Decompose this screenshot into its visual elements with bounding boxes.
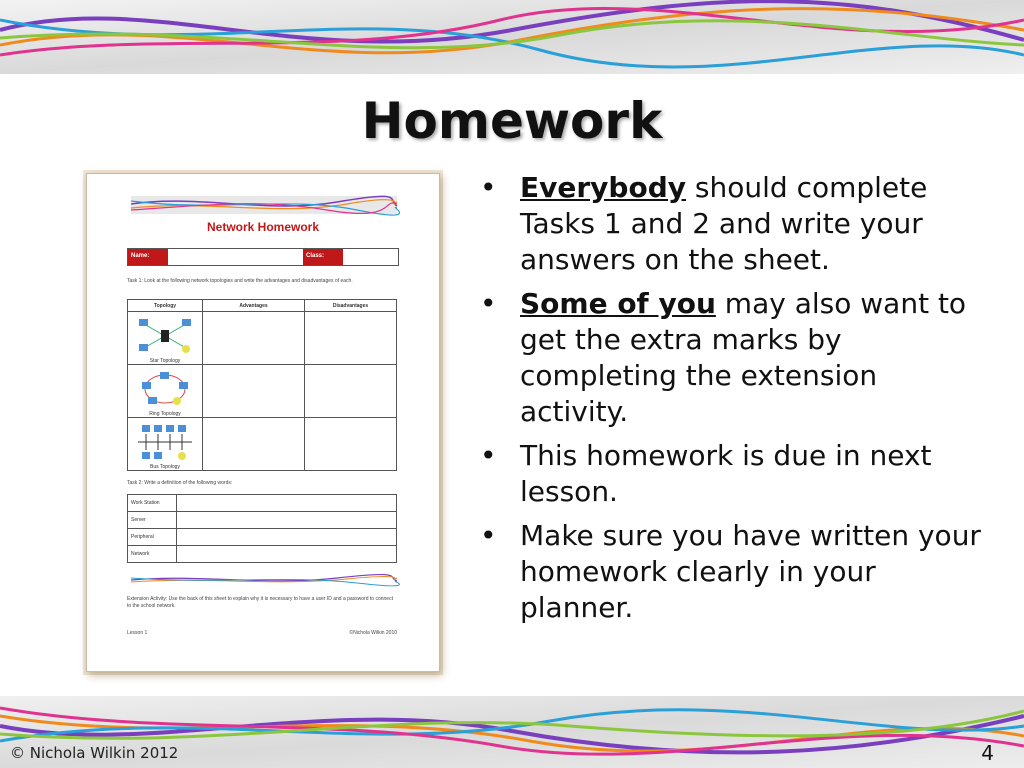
definition-term: Network	[128, 546, 177, 563]
bus-advantages-cell	[203, 418, 305, 471]
star-topology-label: Star Topology	[149, 358, 181, 364]
star-disadvantages-cell	[305, 312, 397, 365]
bullet-dot-icon: •	[480, 171, 497, 204]
definition-blank	[177, 512, 397, 529]
worksheet-title: Network Homework	[206, 220, 320, 234]
bus-disadvantages-cell	[305, 418, 397, 471]
bus-topology-cell	[128, 418, 203, 471]
header-disadvantages: Disadvantages	[305, 300, 397, 312]
definition-blank	[177, 546, 397, 563]
name-class-bar	[127, 248, 399, 266]
ring-topology-icon	[132, 369, 198, 409]
bus-topology-label: Bus Topology	[150, 464, 180, 470]
decorative-header-band	[0, 0, 1024, 74]
ring-disadvantages-cell	[305, 365, 397, 418]
bullet-item	[480, 518, 990, 626]
bullet-emphasis: Everybody	[520, 171, 687, 204]
ring-advantages-cell	[203, 365, 305, 418]
header-topology: Topology	[128, 300, 203, 312]
bullet-text: Make sure you have written your homework clearly in your planner.	[520, 519, 981, 624]
bullet-text: may also want to get the extra marks by completing the extension activity.	[520, 287, 967, 428]
task1-text: Task 1: Look at the following network topologies and write the advantages and disadvantages of each.	[127, 278, 353, 284]
bullet-dot-icon: •	[480, 439, 497, 472]
star-topology-cell	[128, 312, 203, 365]
extension-activity-text: Extension Activity: Use the back of this sheet to explain why it is necessary to have a user ID and a password to connect to the school network.	[127, 596, 393, 609]
ring-topology-label: Ring Topology	[149, 411, 181, 417]
lesson-label: Lesson 1	[127, 630, 148, 636]
bullet-item	[480, 170, 990, 278]
name-label: Name:	[128, 249, 168, 265]
bus-topology-icon	[132, 422, 198, 462]
bullet-item	[480, 286, 990, 430]
page-number: 4	[981, 741, 994, 765]
bullet-emphasis: Some of you	[520, 287, 716, 320]
definition-term: Server	[128, 512, 177, 529]
bullet-item	[480, 438, 990, 510]
class-label: Class:	[303, 249, 343, 265]
worksheet-credit: ©Nichola Wilkin 2010	[349, 630, 397, 636]
worksheet-footer	[127, 630, 397, 636]
topology-table	[127, 299, 397, 471]
ring-topology-cell	[128, 365, 203, 418]
star-advantages-cell	[203, 312, 305, 365]
worksheet-header-band	[87, 192, 439, 222]
header-advantages: Advantages	[203, 300, 305, 312]
bullet-text: should complete Tasks 1 and 2 and write your answers on the sheet.	[520, 171, 928, 276]
definition-blank	[177, 495, 397, 512]
slide-title: Homework	[361, 92, 663, 150]
definition-term: Work Station	[128, 495, 177, 512]
definitions-table	[127, 494, 397, 563]
copyright-text: © Nichola Wilkin 2012	[10, 744, 179, 762]
definition-blank	[177, 529, 397, 546]
task2-text: Task 2: Write a definition of the following words:	[127, 480, 233, 486]
name-blank	[168, 249, 303, 265]
bullet-dot-icon: •	[480, 519, 497, 552]
bullet-text: This homework is due in next lesson.	[520, 439, 932, 508]
class-blank	[343, 249, 398, 265]
instructions-list	[480, 170, 990, 634]
worksheet-divider-band	[87, 572, 439, 588]
definition-term: Peripheral	[128, 529, 177, 546]
star-topology-icon	[132, 316, 198, 356]
worksheet-image	[86, 173, 440, 672]
bullet-dot-icon: •	[480, 287, 497, 320]
